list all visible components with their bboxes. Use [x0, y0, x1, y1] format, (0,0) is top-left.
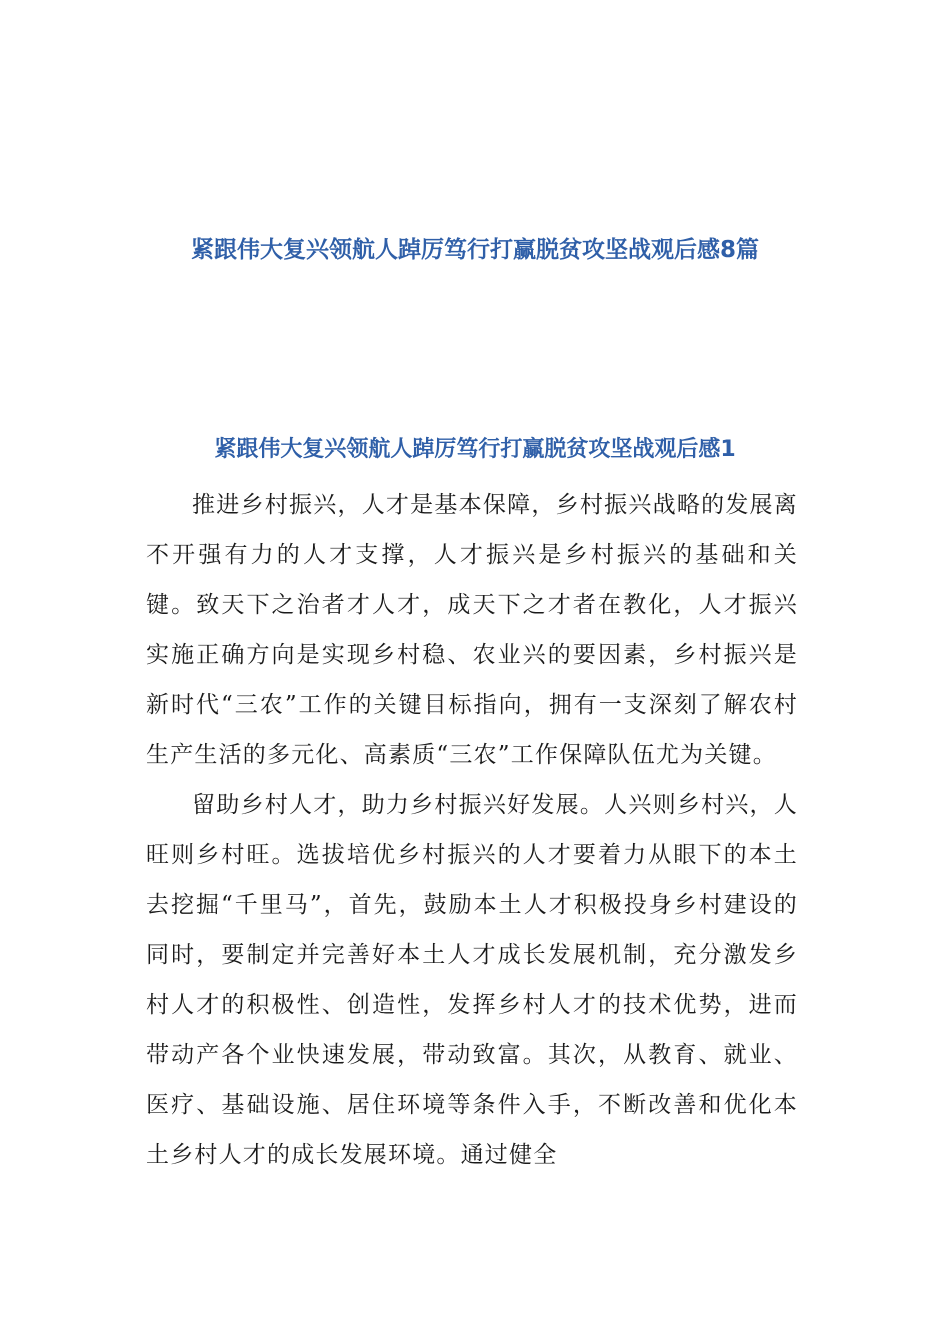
body-text [146, 480, 798, 1180]
paragraph-1: 推进乡村振兴，人才是基本保障，乡村振兴战略的发展离不开强有力的人才支撑，人才振兴是乡村振兴的基础和关键。致天下之治者才人才，成天下之才者在教化，人才振兴实施正确方向是实现乡村稳、农业兴的要因素，乡村振兴是新时代“三农”工作的关键目标指向，拥有一支深刻了解农村生产生活的多元化、高素质“三农”工作保障队伍尤为关键。 [146, 492, 798, 768]
paragraph-2: 留助乡村人才，助力乡村振兴好发展。人兴则乡村兴，人旺则乡村旺。选拔培优乡村振兴的人才要着力从眼下的本土去挖掘“千里马”，首先，鼓励本土人才积极投身乡村建设的同时，要制定并完善好本土人才成长发展机制，充分激发乡村人才的积极性、创造性，发挥乡村人才的技术优势，进而带动产各个业快速发展，带动致富。其次，从教育、就业、医疗、基础设施、居住环境等条件入手，不断改善和优化本土乡村人才的成长发展环境。通过健全 [146, 792, 798, 1168]
document-title: 紧跟伟大复兴领航人踔厉笃行打赢脱贫攻坚战观后感8篇 [190, 237, 759, 263]
section-heading: 紧跟伟大复兴领航人踔厉笃行打赢脱贫攻坚战观后感1 [214, 437, 736, 462]
